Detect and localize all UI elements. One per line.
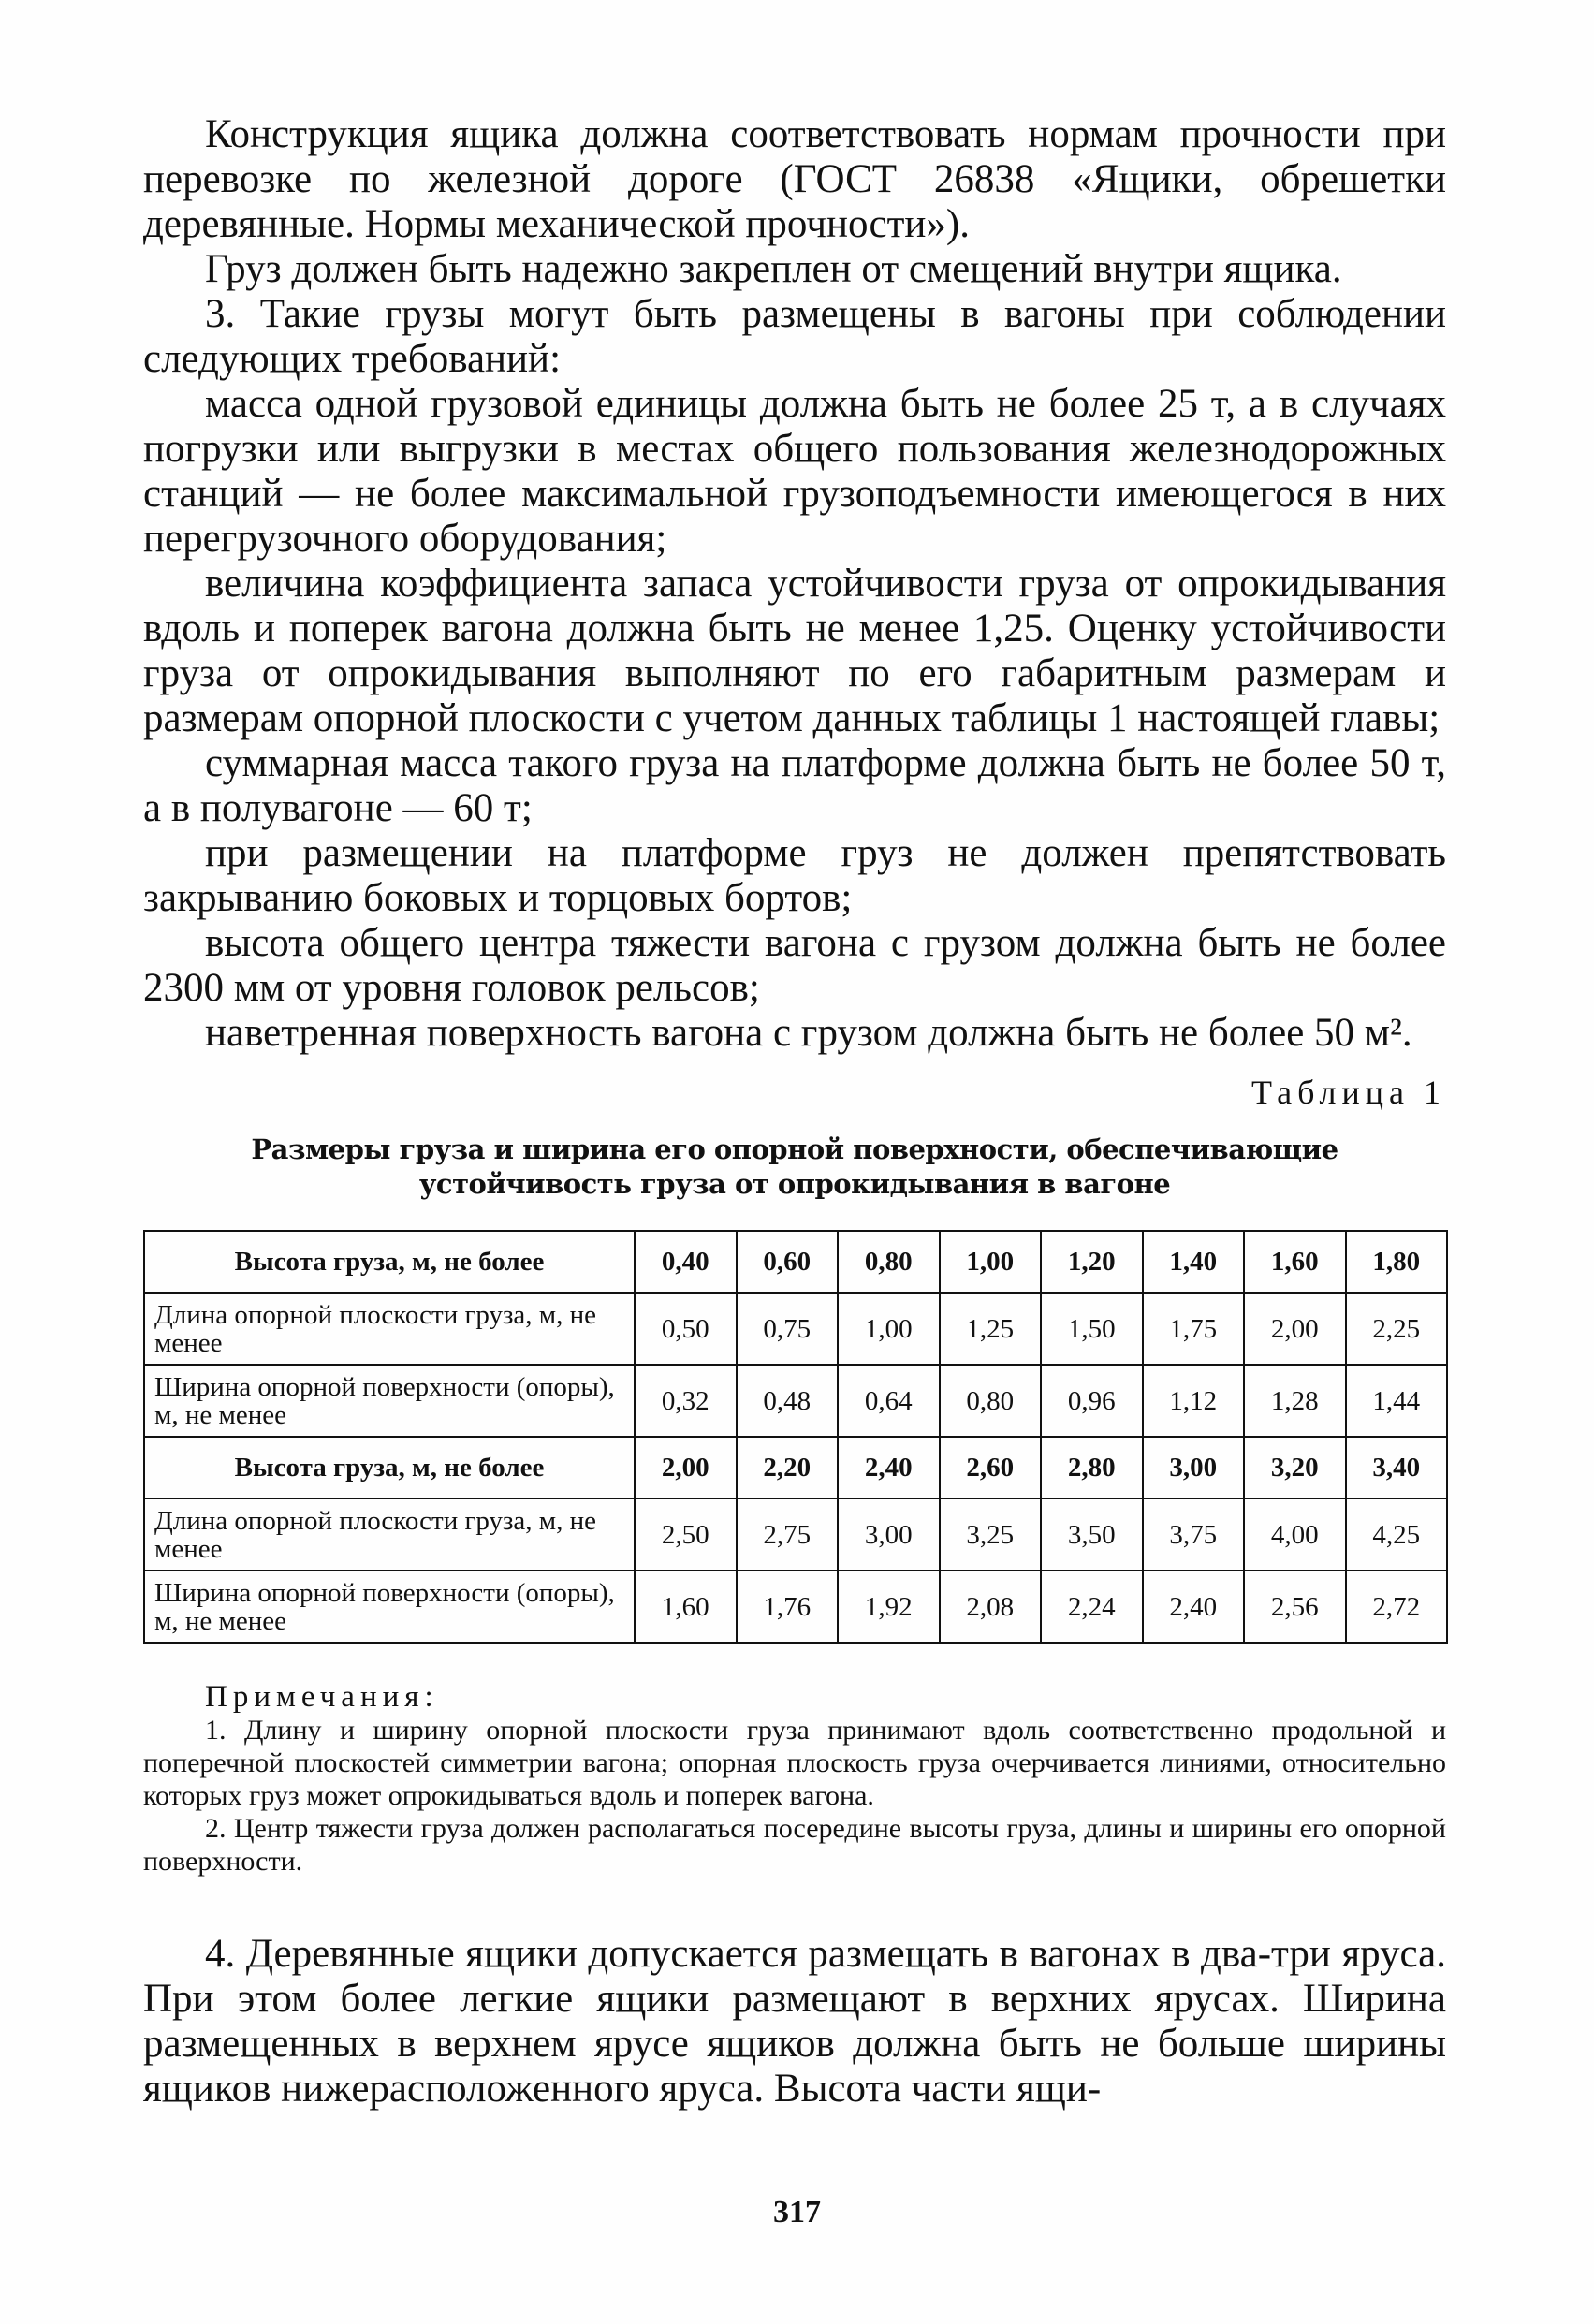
- height-value-cell: 1,00: [940, 1231, 1042, 1293]
- table-row: [144, 1293, 1447, 1365]
- value-cell: 2,08: [940, 1571, 1042, 1643]
- value-cell: 2,00: [1244, 1293, 1346, 1365]
- height-value-cell: 3,40: [1346, 1437, 1448, 1498]
- height-value-cell: 1,40: [1143, 1231, 1245, 1293]
- table-header-row: [144, 1437, 1447, 1498]
- header-label-cell: Высота груза, м, не более: [144, 1231, 635, 1293]
- table-row: [144, 1571, 1447, 1643]
- table-header-row: [144, 1231, 1447, 1293]
- value-cell: 1,00: [838, 1293, 940, 1365]
- value-cell: 1,75: [1143, 1293, 1245, 1365]
- height-value-cell: 1,60: [1244, 1231, 1346, 1293]
- value-cell: 0,96: [1041, 1365, 1143, 1437]
- note-item: 1. Длину и ширину опорной плоскости груза принимают вдоль соответственно продольной и поперечной плоскостей симметрии вагона; опорная плоскость груза очерчивается линиями, относительно которых груз может опрокидываться вдоль и поперек вагона.: [143, 1715, 1446, 1811]
- row-label-cell: Ширина опорной поверхности (опоры), м, не менее: [144, 1571, 635, 1643]
- height-value-cell: 2,80: [1041, 1437, 1143, 1498]
- value-cell: 1,76: [737, 1571, 839, 1643]
- value-cell: 1,50: [1041, 1293, 1143, 1365]
- value-cell: 1,12: [1143, 1365, 1245, 1437]
- row-label-cell: Длина опорной плоскости груза, м, не менее: [144, 1293, 635, 1365]
- paragraph: масса одной грузовой единицы должна быть не более 25 т, а в случаях погрузки или выгрузки в местах общего пользования железнодорожных станций — не более максимальной грузоподъемности имеющегося в них перегрузочного оборудования;: [143, 382, 1446, 561]
- value-cell: 0,75: [737, 1293, 839, 1365]
- value-cell: 1,44: [1346, 1365, 1448, 1437]
- value-cell: 0,32: [635, 1365, 737, 1437]
- paragraph: наветренная поверхность вагона с грузом должна быть не более 50 м².: [205, 1011, 1412, 1055]
- value-cell: 1,60: [635, 1571, 737, 1643]
- paragraph: Груз должен быть надежно закреплен от смещений внутри ящика.: [205, 247, 1342, 291]
- value-cell: 0,64: [838, 1365, 940, 1437]
- value-cell: 1,28: [1244, 1365, 1346, 1437]
- height-value-cell: 3,20: [1244, 1437, 1346, 1498]
- row-label-cell: Ширина опорной поверхности (опоры), м, не менее: [144, 1365, 635, 1437]
- header-label-cell: Высота груза, м, не более: [144, 1437, 635, 1498]
- paragraph: 4. Деревянные ящики допускается размещать в вагонах в два-три яруса. При этом более легкие ящики размещают в верхних ярусах. Ширина размещенных в верхнем ярусе ящиков должна быть не больше ширины ящиков нижерасположенного яруса. Высота части ящи-: [143, 1932, 1446, 2111]
- row-label-cell: Длина опорной плоскости груза, м, не менее: [144, 1498, 635, 1571]
- value-cell: 3,50: [1041, 1498, 1143, 1571]
- notes-section: [143, 1681, 1446, 1878]
- table-row: [144, 1498, 1447, 1571]
- height-value-cell: 0,80: [838, 1231, 940, 1293]
- value-cell: 3,00: [838, 1498, 940, 1571]
- height-value-cell: 0,40: [635, 1231, 737, 1293]
- paragraph: суммарная масса такого груза на платформе должна быть не более 50 т, а в полувагоне — 60 т;: [143, 741, 1446, 830]
- page-number: 317: [773, 2195, 821, 2229]
- value-cell: 2,50: [635, 1498, 737, 1571]
- paragraph: при размещении на платформе груз не должен препятствовать закрыванию боковых и торцовых бортов;: [143, 831, 1446, 920]
- value-cell: 3,75: [1143, 1498, 1245, 1571]
- page-content: [143, 112, 1446, 2112]
- value-cell: 1,25: [940, 1293, 1042, 1365]
- table-title: Размеры груза и ширина его опорной поверхности, обеспечивающие устойчивость груза от опрокидывания в вагоне: [251, 1133, 1338, 1200]
- value-cell: 0,48: [737, 1365, 839, 1437]
- height-value-cell: 0,60: [737, 1231, 839, 1293]
- value-cell: 2,40: [1143, 1571, 1245, 1643]
- height-value-cell: 1,80: [1346, 1231, 1448, 1293]
- paragraph: высота общего центра тяжести вагона с грузом должна быть не более 2300 мм от уровня головок рельсов;: [143, 921, 1446, 1010]
- height-value-cell: 2,20: [737, 1437, 839, 1498]
- value-cell: 2,72: [1346, 1571, 1448, 1643]
- height-value-cell: 1,20: [1041, 1231, 1143, 1293]
- value-cell: 0,50: [635, 1293, 737, 1365]
- value-cell: 2,25: [1346, 1293, 1448, 1365]
- height-value-cell: 2,40: [838, 1437, 940, 1498]
- note-item: 2. Центр тяжести груза должен располагаться посередине высоты груза, длины и ширины его опорной поверхности.: [143, 1813, 1446, 1877]
- value-cell: 2,75: [737, 1498, 839, 1571]
- table-row: [144, 1365, 1447, 1437]
- value-cell: 3,25: [940, 1498, 1042, 1571]
- cargo-dimensions-table: [143, 1230, 1448, 1644]
- value-cell: 4,25: [1346, 1498, 1448, 1571]
- table-caption: Таблица 1: [1251, 1074, 1446, 1111]
- paragraph: 3. Такие грузы могут быть размещены в вагоны при соблюдении следующих требований:: [143, 292, 1446, 381]
- value-cell: 2,56: [1244, 1571, 1346, 1643]
- body-text-top: [143, 112, 1446, 1056]
- value-cell: 2,24: [1041, 1571, 1143, 1643]
- paragraph: величина коэффициента запаса устойчивости груза от опрокидывания вдоль и поперек вагона должна быть не менее 1,25. Оценку устойчивости груза от опрокидывания выполняют по его габаритным размерам и размерам опорной плоскости с учетом данных таблицы 1 настоящей главы;: [143, 562, 1446, 740]
- paragraph: Конструкция ящика должна соответствовать нормам прочности при перевозке по железной дороге (ГОСТ 26838 «Ящики, обрешетки деревянные. Нормы механической прочности»).: [143, 112, 1446, 246]
- height-value-cell: 2,60: [940, 1437, 1042, 1498]
- value-cell: 0,80: [940, 1365, 1042, 1437]
- height-value-cell: 2,00: [635, 1437, 737, 1498]
- height-value-cell: 3,00: [1143, 1437, 1245, 1498]
- value-cell: 4,00: [1244, 1498, 1346, 1571]
- value-cell: 1,92: [838, 1571, 940, 1643]
- body-text-bottom: [143, 1932, 1446, 2112]
- notes-title: Примечания:: [205, 1680, 439, 1714]
